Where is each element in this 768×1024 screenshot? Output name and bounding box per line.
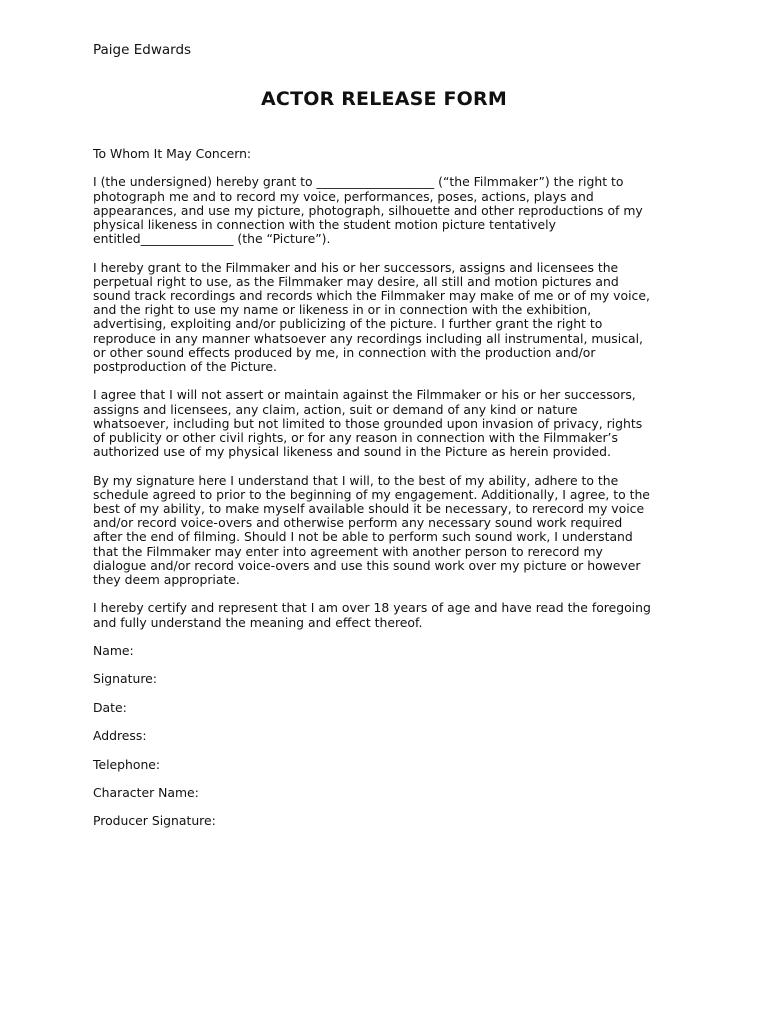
paragraph-line: photograph me and to record my voice, performances, poses, actions, plays and — [93, 188, 594, 204]
paragraph-line: appearances, and use my picture, photograph, silhouette and other reproductions of my — [93, 202, 643, 218]
paragraph-line: schedule agreed to prior to the beginning of my engagement. Additionally, I agree, to the — [93, 486, 650, 502]
paragraph-line: By my signature here I understand that I will, to the best of my ability, adhere to the — [93, 472, 619, 488]
salutation — [93, 147, 693, 161]
paragraph-line: that the Filmmaker may enter into agreement with another person to rerecord my — [93, 543, 603, 559]
paragraph-line: advertising, exploiting and/or publicizing of the picture. I further grant the right to — [93, 316, 603, 332]
paragraph-line: they deem appropriate. — [93, 572, 240, 588]
paragraph-line: sound track recordings and records which the Filmmaker may make of me or of my voice, — [93, 288, 650, 303]
paragraph-certification — [93, 601, 693, 629]
paragraph-line: I agree that I will not assert or maintain against the Filmmaker or his or her successors, — [93, 387, 636, 403]
field-telephone-label: Telephone: — [93, 756, 161, 772]
paragraph-grant-of-rights — [93, 175, 693, 246]
paragraph-line: dialogue and/or record voice-overs and use this sound work over my picture or however — [93, 557, 641, 573]
paragraph-line: assigns and licensees, any claim, action, suit or demand of any kind or nature — [93, 401, 578, 417]
paragraph-line: I hereby certify and represent that I am over 18 years of age and have read the foregoing — [93, 600, 651, 616]
author-name: Paige Edwards — [93, 42, 192, 58]
paragraph-line: postproduction of the Picture. — [93, 359, 277, 375]
field-signature-label: Signature: — [93, 671, 157, 687]
document-body — [93, 147, 693, 843]
field-producer-signature-label: Producer Signature: — [93, 813, 216, 829]
field-address-label: Address: — [93, 728, 147, 744]
paragraph-line: and/or record voice-overs and otherwise perform any necessary sound work required — [93, 515, 623, 531]
field-name-label: Name: — [93, 643, 134, 659]
paragraph-line: I hereby grant to the Filmmaker and his or her successors, assigns and licensees the — [93, 259, 619, 275]
paragraph-schedule — [93, 474, 693, 588]
field-character-name-label: Character Name: — [93, 784, 199, 800]
paragraph-line: entitled_______________ (the “Picture”). — [93, 231, 331, 247]
paragraph-line: authorized use of my physical likeness and sound in the Picture as herein provided. — [93, 444, 611, 460]
paragraph-perpetual-use — [93, 261, 693, 375]
paragraph-line: best of my ability, to make myself available should it be necessary, to rerecord my voice — [93, 501, 645, 517]
paragraph-line: whatsoever, including but not limited to those grounded upon invasion of privacy, rights — [93, 415, 643, 431]
paragraph-line: or other sound effects produced by me, in connection with the production and/or — [93, 344, 596, 360]
paragraph-line: and the right to use my name or likeness in or in connection with the exhibition, — [93, 302, 592, 318]
paragraph-line: after the end of filming. Should I not be able to perform such sound work, I understand — [93, 529, 633, 545]
field-date-label: Date: — [93, 699, 127, 715]
paragraph-line: perpetual right to use, as the Filmmaker may desire, all still and motion pictures and — [93, 273, 619, 289]
paragraph-line: and fully understand the meaning and effect thereof. — [93, 614, 423, 630]
page-title: ACTOR RELEASE FORM — [261, 88, 507, 110]
paragraph-line: of publicity or other civil rights, or for any reason in connection with the Filmmaker’s — [93, 430, 618, 446]
paragraph-line: I (the undersigned) hereby grant to ___________________ (“the Filmmaker”) the right to — [93, 174, 624, 190]
paragraph-line: reproduce in any manner whatsoever any recordings including all instrumental, musical, — [93, 330, 643, 346]
paragraph-no-claims — [93, 388, 693, 459]
salutation-line: To Whom It May Concern: — [93, 146, 252, 161]
paragraph-line: physical likeness in connection with the student motion picture tentatively — [93, 217, 556, 232]
